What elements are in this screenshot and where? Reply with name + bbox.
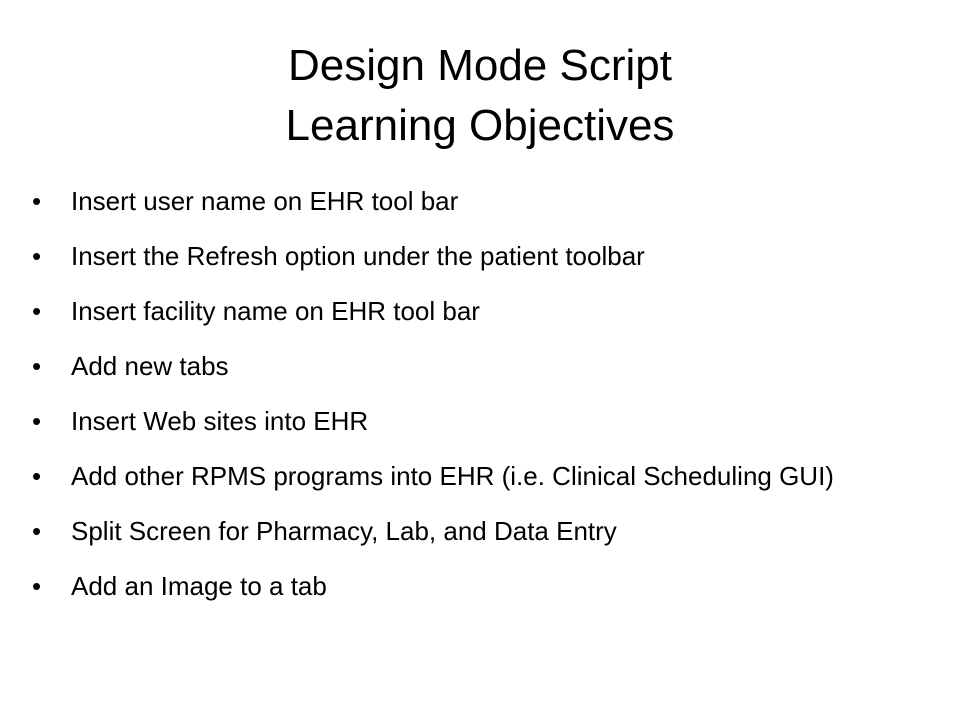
list-item xyxy=(32,460,932,493)
list-item xyxy=(32,240,932,273)
list-item xyxy=(32,515,932,548)
bullet-icon: • xyxy=(32,351,42,381)
list-item xyxy=(32,350,932,383)
list-item-text: Split Screen for Pharmacy, Lab, and Data Entry xyxy=(71,516,617,546)
list-item-text: Insert Web sites into EHR xyxy=(71,406,369,436)
list-item xyxy=(32,405,932,438)
list-item-text: Add an Image to a tab xyxy=(71,571,327,601)
slide-subtitle: Learning Objectives xyxy=(285,101,675,150)
list-item-text: Insert facility name on EHR tool bar xyxy=(71,296,480,326)
bullet-icon: • xyxy=(32,296,42,326)
list-item xyxy=(32,295,932,328)
list-item-text: Add other RPMS programs into EHR (i.e. Clinical Scheduling GUI) xyxy=(71,461,834,491)
bullet-icon: • xyxy=(32,241,42,271)
bullet-icon: • xyxy=(32,461,42,491)
objectives-list xyxy=(32,185,932,625)
list-item-text: Insert user name on EHR tool bar xyxy=(71,186,459,216)
bullet-icon: • xyxy=(32,186,42,216)
bullet-icon: • xyxy=(32,571,42,601)
list-item-text: Add new tabs xyxy=(71,351,229,381)
list-item xyxy=(32,185,932,218)
list-item-text: Insert the Refresh option under the patient toolbar xyxy=(71,241,645,271)
slide-title: Design Mode Script xyxy=(288,41,672,90)
bullet-icon: • xyxy=(32,516,42,546)
list-item xyxy=(32,570,932,603)
bullet-icon: • xyxy=(32,406,42,436)
